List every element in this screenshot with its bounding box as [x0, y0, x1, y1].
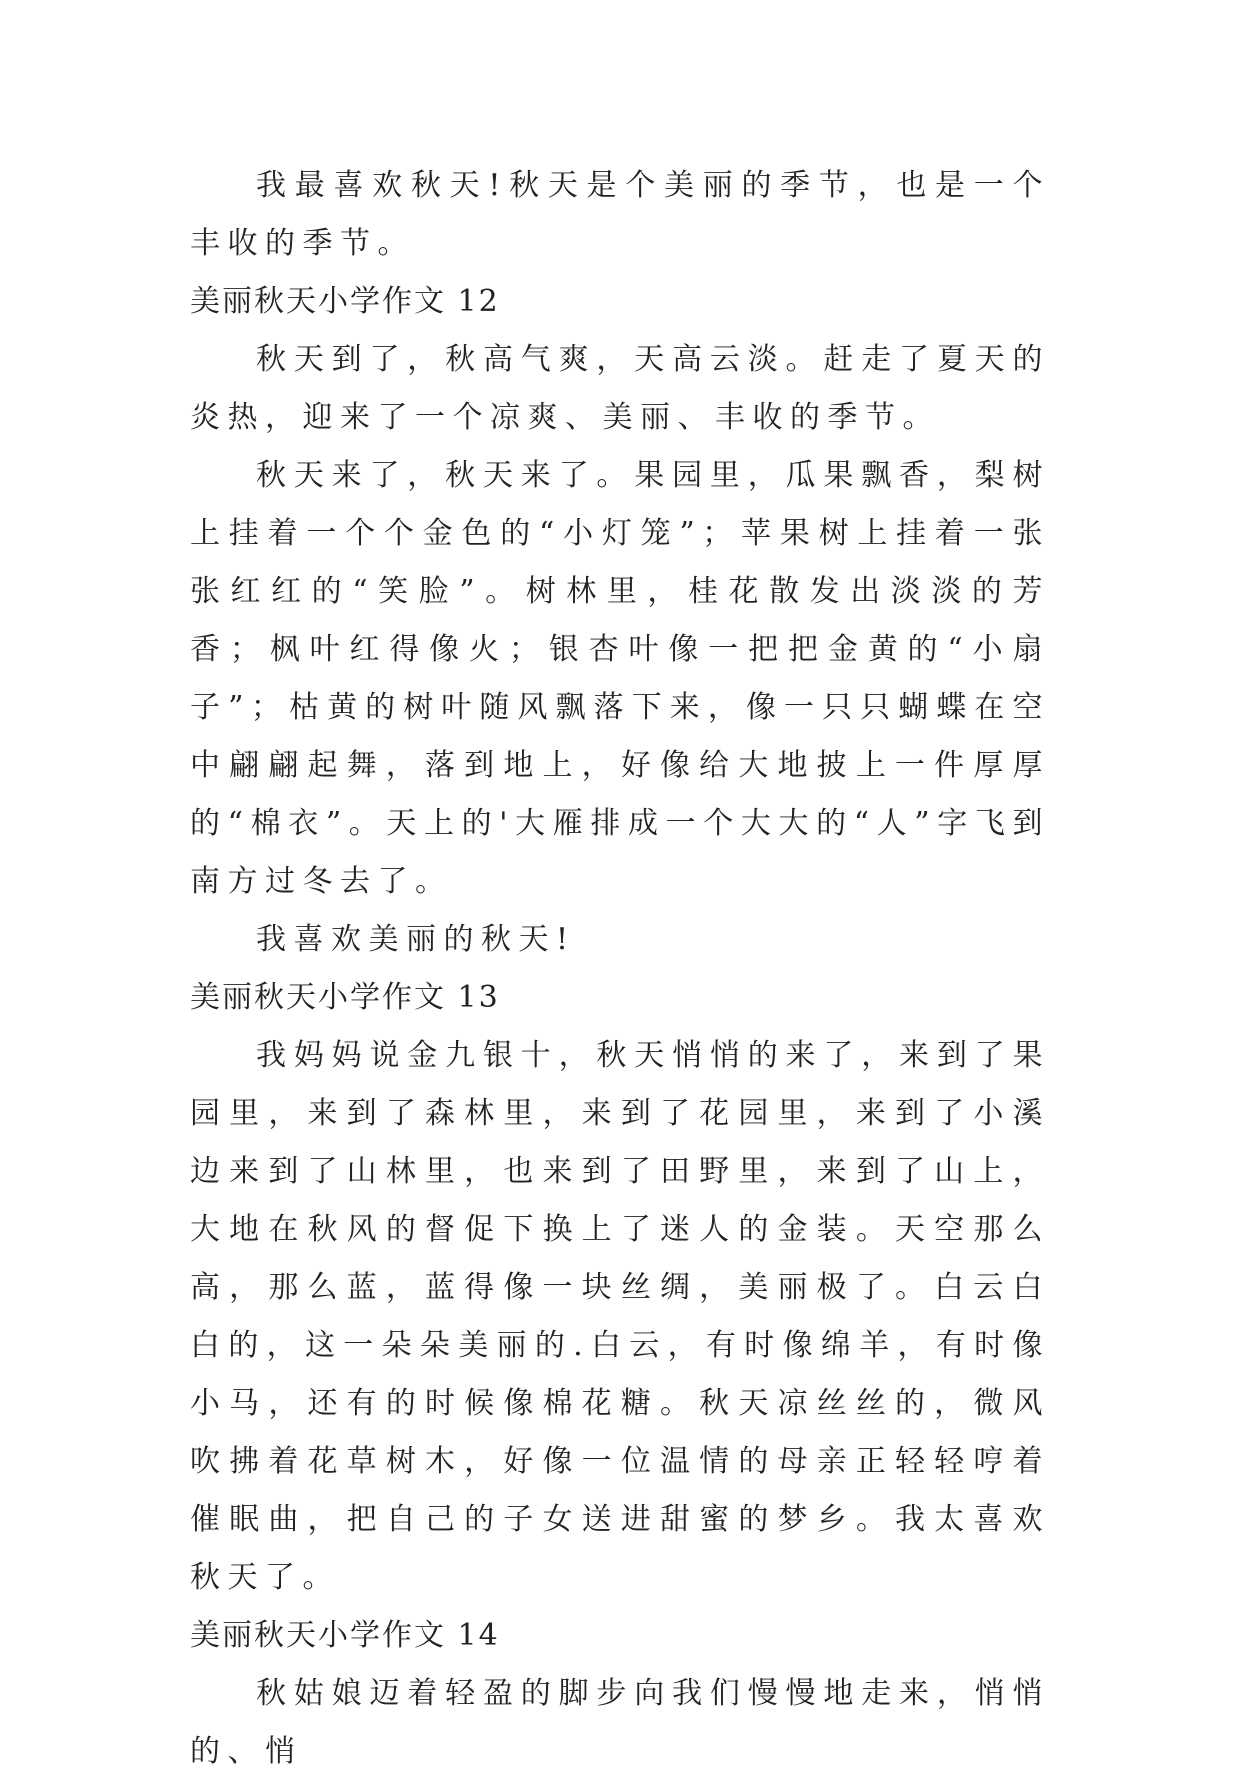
- document-page: [190, 157, 1050, 1781]
- paragraph-13-1: 我妈妈说金九银十，秋天悄悄的来了，来到了果园里，来到了森林里，来到了花园里，来到了小溪边来到了山林里，也来到了田野里，来到了山上，大地在秋风的督促下换上了迷人的金装。天空那么高，那么蓝，蓝得像一块丝绸，美丽极了。白云白白的，这一朵朵美丽的.白云，有时像绵羊，有时像小马，还有的时候像棉花糖。秋天凉丝丝的，微风吹拂着花草树木，好像一位温情的母亲正轻轻哼着催眠曲，把自己的子女送进甜蜜的梦乡。我太喜欢秋天了。: [190, 1038, 1050, 1595]
- essay-title-14: 美丽秋天小学作文 14: [190, 1618, 500, 1653]
- essay-title-12: 美丽秋天小学作文 12: [190, 284, 500, 319]
- paragraph-intro-ending: 我最喜欢秋天!秋天是个美丽的季节，也是一个丰收的季节。: [190, 168, 1050, 261]
- paragraph-12-1: 秋天到了，秋高气爽，天高云淡。赶走了夏天的炎热，迎来了一个凉爽、美丽、丰收的季节。: [190, 342, 1050, 435]
- paragraph-14-1: 秋姑娘迈着轻盈的脚步向我们慢慢地走来，悄悄的、悄: [190, 1676, 1050, 1769]
- paragraph-12-2: 秋天来了，秋天来了。果园里，瓜果飘香，梨树上挂着一个个金色的“小灯笼”；苹果树上挂着一张张红红的“笑脸”。树林里，桂花散发出淡淡的芳香；枫叶红得像火；银杏叶像一把把金黄的“小扇子”；枯黄的树叶随风飘落下来，像一只只蝴蝶在空中翩翩起舞，落到地上，好像给大地披上一件厚厚的“棉衣”。天上的'大雁排成一个大大的“人”字飞到南方过冬去了。: [190, 458, 1050, 899]
- essay-title-13: 美丽秋天小学作文 13: [190, 980, 500, 1015]
- paragraph-12-3: 我喜欢美丽的秋天!: [256, 922, 576, 957]
